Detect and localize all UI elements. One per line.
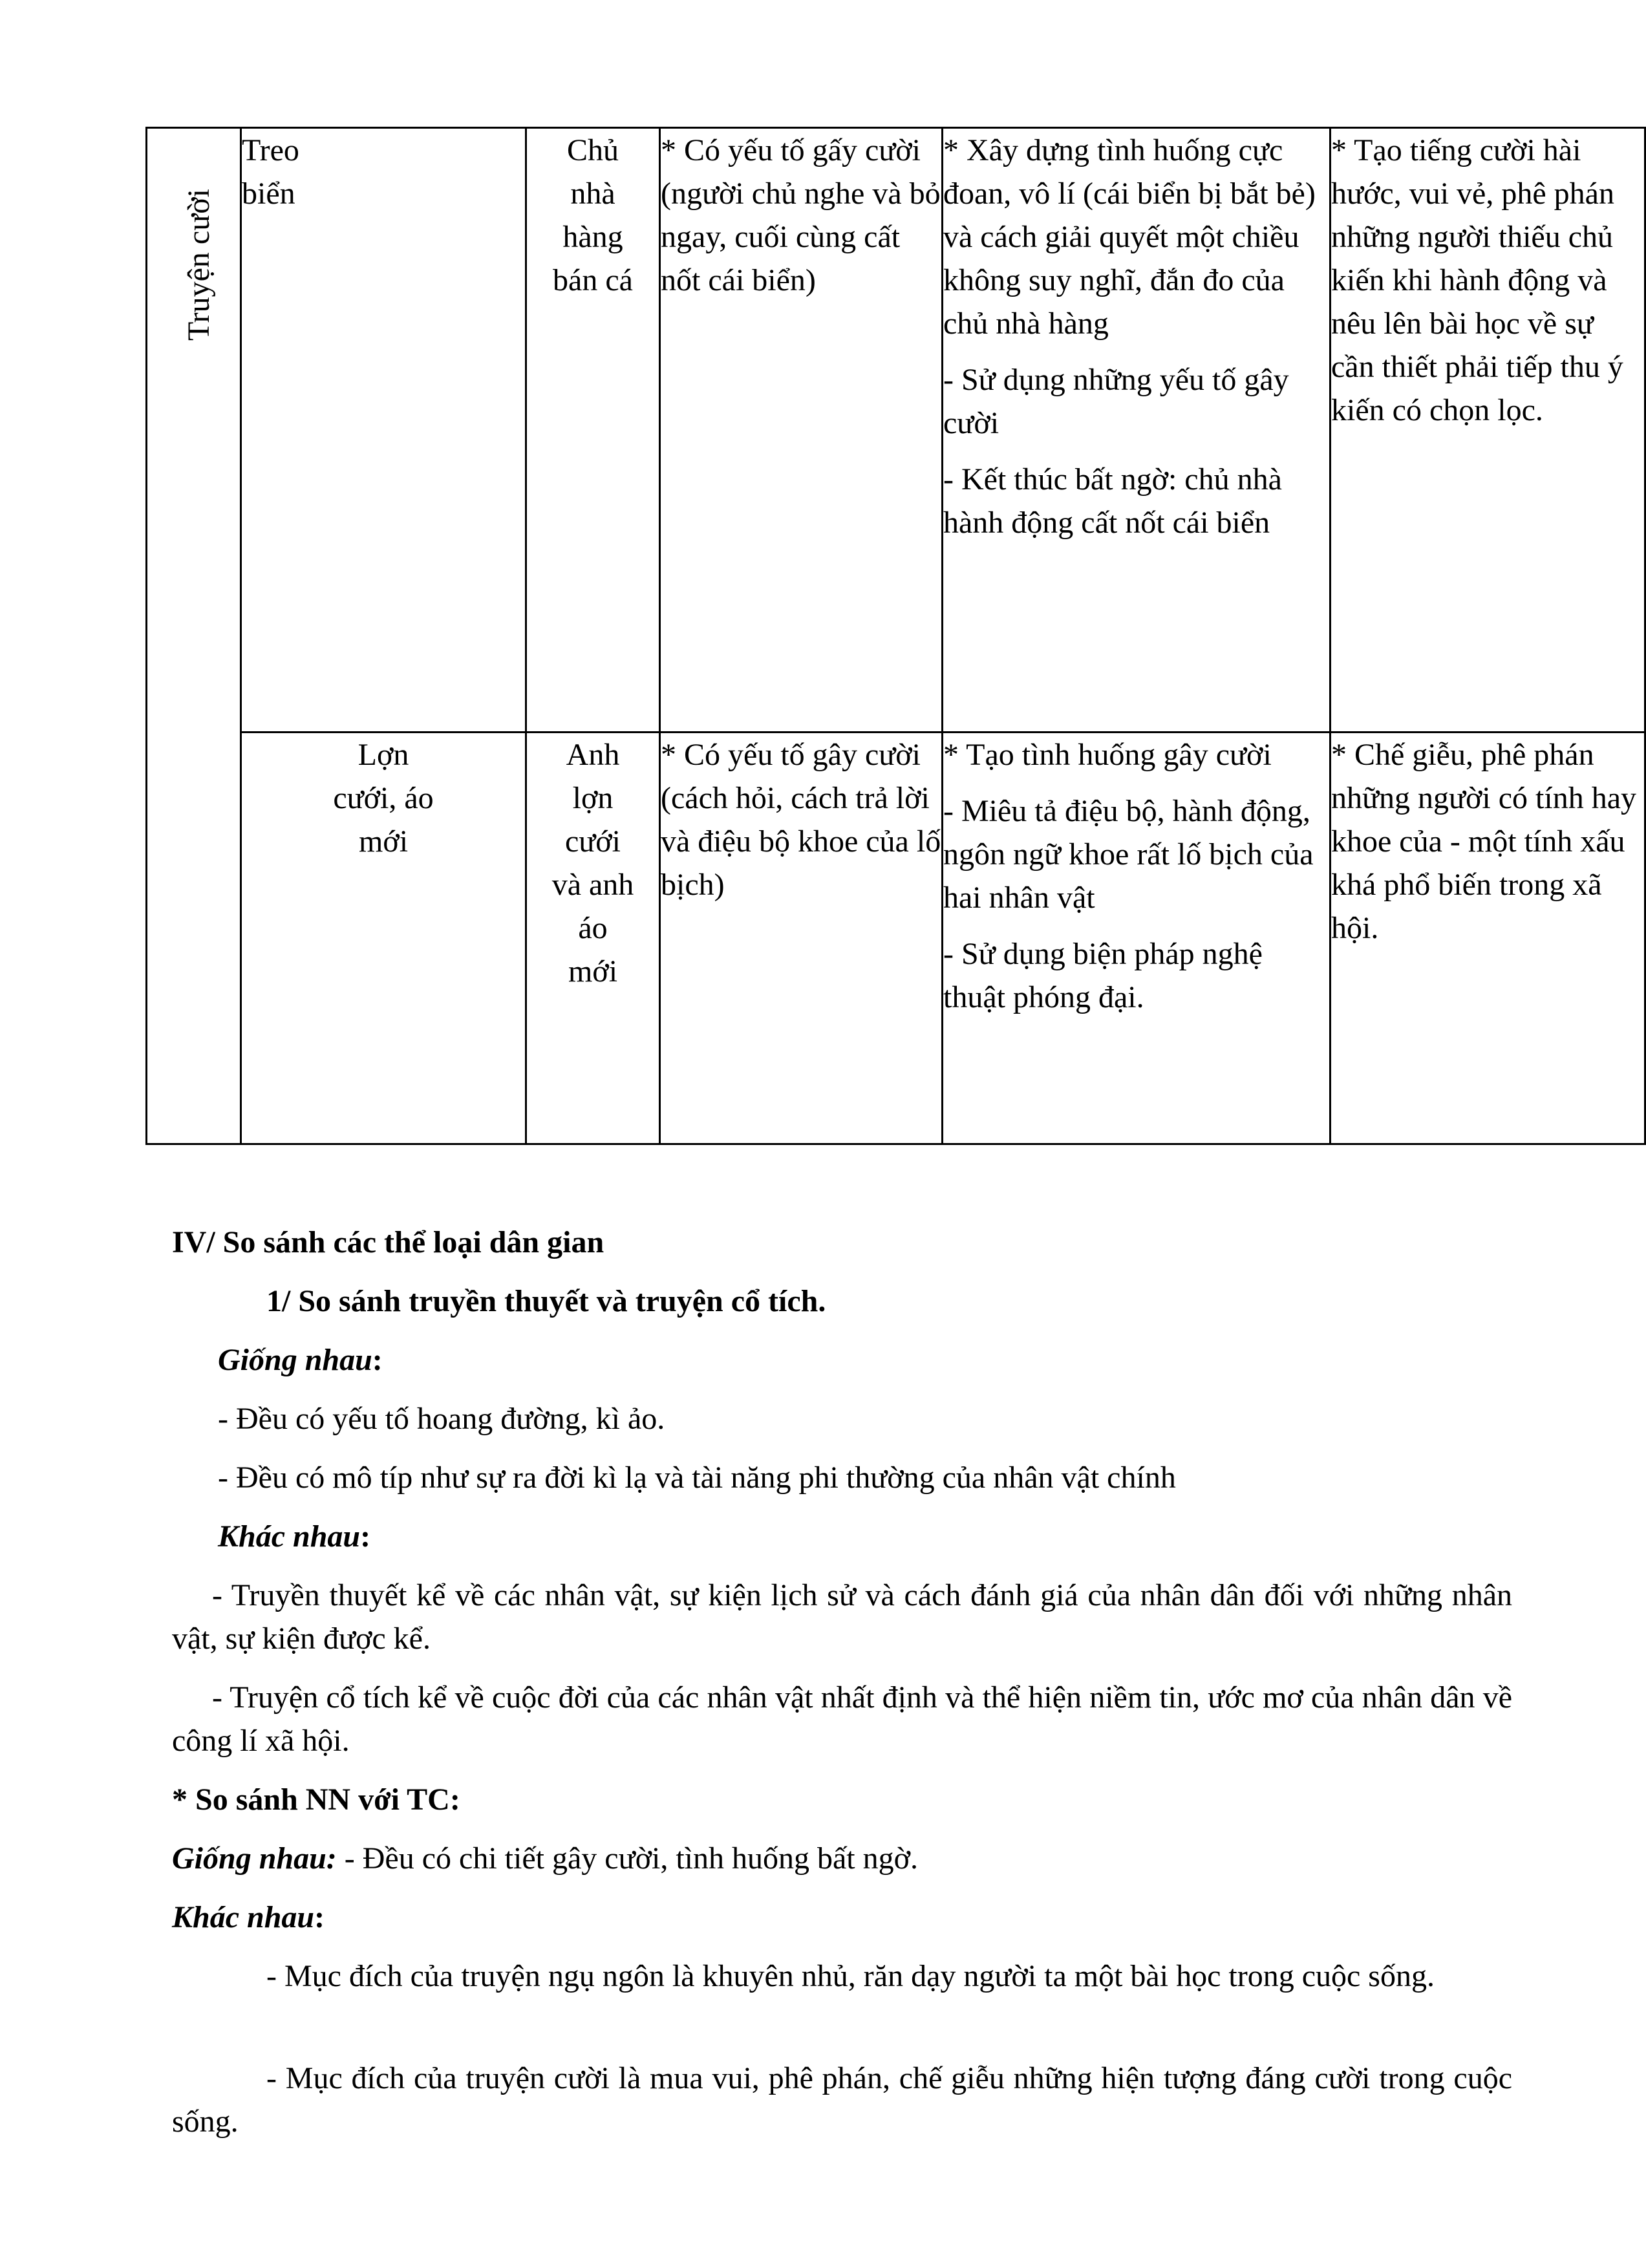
character-line: mới bbox=[568, 954, 618, 989]
same-item: - Đều có yếu tố hoang đường, kì ảo. bbox=[218, 1402, 665, 1436]
features-text: * Có yếu tố gấy cười (người chủ nghe và bỏ ngay, cuối cùng cất nốt cái biển) bbox=[661, 133, 941, 297]
story-title-line: Lợn bbox=[358, 738, 409, 772]
comparison-table bbox=[145, 127, 1646, 1145]
art-text: - Sử dụng biện pháp nghệ thuật phóng đại. bbox=[943, 937, 1263, 1014]
story-title-cell bbox=[241, 733, 526, 1144]
art-cell bbox=[943, 128, 1331, 733]
character-line: hàng bbox=[562, 220, 623, 254]
diff2-label: Khác nhau bbox=[172, 1900, 315, 1934]
same-label-line bbox=[218, 1338, 383, 1382]
character-line: áo bbox=[578, 911, 608, 945]
features-text: * Có yếu tố gây cười (cách hỏi, cách trả lời và điệu bộ khoe của lố bịch) bbox=[661, 738, 941, 902]
character-line: lợn bbox=[572, 781, 614, 815]
story-title-line: mới bbox=[358, 824, 409, 859]
genre-label: Truyện cười bbox=[182, 189, 216, 341]
character-cell bbox=[526, 128, 660, 733]
character-line: Chủ bbox=[566, 133, 619, 167]
diff2-label-line bbox=[172, 1896, 325, 1939]
diff-item: - Truyện cổ tích kể về cuộc đời của các nhân vật nhất định và thể hiện niềm tin, ước mơ của nhân dân về công lí xã hội. bbox=[172, 1680, 1512, 1758]
same2-text: - Đều có chi tiết gây cười, tình huống bất ngờ. bbox=[336, 1841, 919, 1876]
art-text: * Tạo tình huống gây cười bbox=[943, 738, 1272, 772]
diff2-item: - Mục đích của truyện ngụ ngôn là khuyên nhủ, răn dạy người ta một bài học trong cuộc sống. bbox=[266, 1959, 1435, 1993]
character-line: nhà bbox=[570, 177, 615, 211]
same2-line bbox=[172, 1837, 918, 1880]
art-text: * Xây dựng tình huống cực đoan, vô lí (cái biển bị bắt bẻ) và cách giải quyết một chiều không suy nghĩ, đắn đo của chủ nhà hàng bbox=[943, 133, 1316, 341]
same-item: - Đều có mô típ như sự ra đời kì lạ và tài năng phi thường của nhân vật chính bbox=[218, 1460, 1176, 1495]
same-label: Giống nhau bbox=[218, 1343, 372, 1377]
features-cell bbox=[660, 733, 943, 1144]
story-title-line: Treo bbox=[242, 133, 299, 167]
story-title-cell bbox=[241, 128, 526, 733]
meaning-text: * Tạo tiếng cười hài hước, vui vẻ, phê phán những người thiếu chủ kiến khi hành động và nêu lên bài học về sự cần thiết phải tiếp thu ý kiến có chọn lọc. bbox=[1331, 133, 1623, 427]
diff2-item: - Mục đích của truyện cười là mua vui, phê phán, chế giễu những hiện tượng đáng cười trong cuộc sống. bbox=[172, 2061, 1512, 2139]
section-heading: IV/ So sánh các thể loại dân gian bbox=[172, 1225, 604, 1259]
character-line: Anh bbox=[566, 738, 620, 772]
diff-item: - Truyền thuyết kể về các nhân vật, sự kiện lịch sử và cách đánh giá của nhân dân đối với những nhân vật, sự kiện được kể. bbox=[172, 1578, 1512, 1656]
character-line: và anh bbox=[551, 868, 634, 902]
same2-label: Giống nhau: bbox=[172, 1841, 337, 1876]
art-text: - Kết thúc bất ngờ: chủ nhà hành động cất nốt cái biển bbox=[943, 462, 1282, 540]
subsection-heading-2: * So sánh NN với TC: bbox=[172, 1782, 460, 1817]
meaning-cell bbox=[1331, 733, 1645, 1144]
diff-label: Khác nhau bbox=[218, 1519, 361, 1554]
diff2-label-colon: : bbox=[314, 1900, 325, 1934]
diff-label-line bbox=[218, 1515, 370, 1558]
character-cell bbox=[526, 733, 660, 1144]
art-cell bbox=[943, 733, 1331, 1144]
features-cell bbox=[660, 128, 943, 733]
table-row bbox=[147, 733, 1645, 1144]
diff-label-colon: : bbox=[360, 1519, 371, 1554]
genre-cell bbox=[147, 128, 241, 1144]
subsection-heading: 1/ So sánh truyền thuyết và truyện cổ tích. bbox=[266, 1284, 826, 1318]
table-row bbox=[147, 128, 1645, 733]
story-title-line: cưới, áo bbox=[333, 781, 434, 815]
art-text: - Sử dụng những yếu tố gây cười bbox=[943, 363, 1289, 440]
art-text: - Miêu tả điệu bộ, hành động, ngôn ngữ khoe rất lố bịch của hai nhân vật bbox=[943, 794, 1314, 915]
same-label-colon: : bbox=[372, 1343, 383, 1377]
meaning-cell bbox=[1331, 128, 1645, 733]
story-title-line: biển bbox=[242, 177, 295, 211]
meaning-text: * Chế giễu, phê phán những người có tính hay khoe của - một tính xấu khá phổ biến trong xã hội. bbox=[1331, 738, 1637, 945]
character-line: cưới bbox=[564, 824, 621, 859]
character-line: bán cá bbox=[553, 263, 633, 297]
